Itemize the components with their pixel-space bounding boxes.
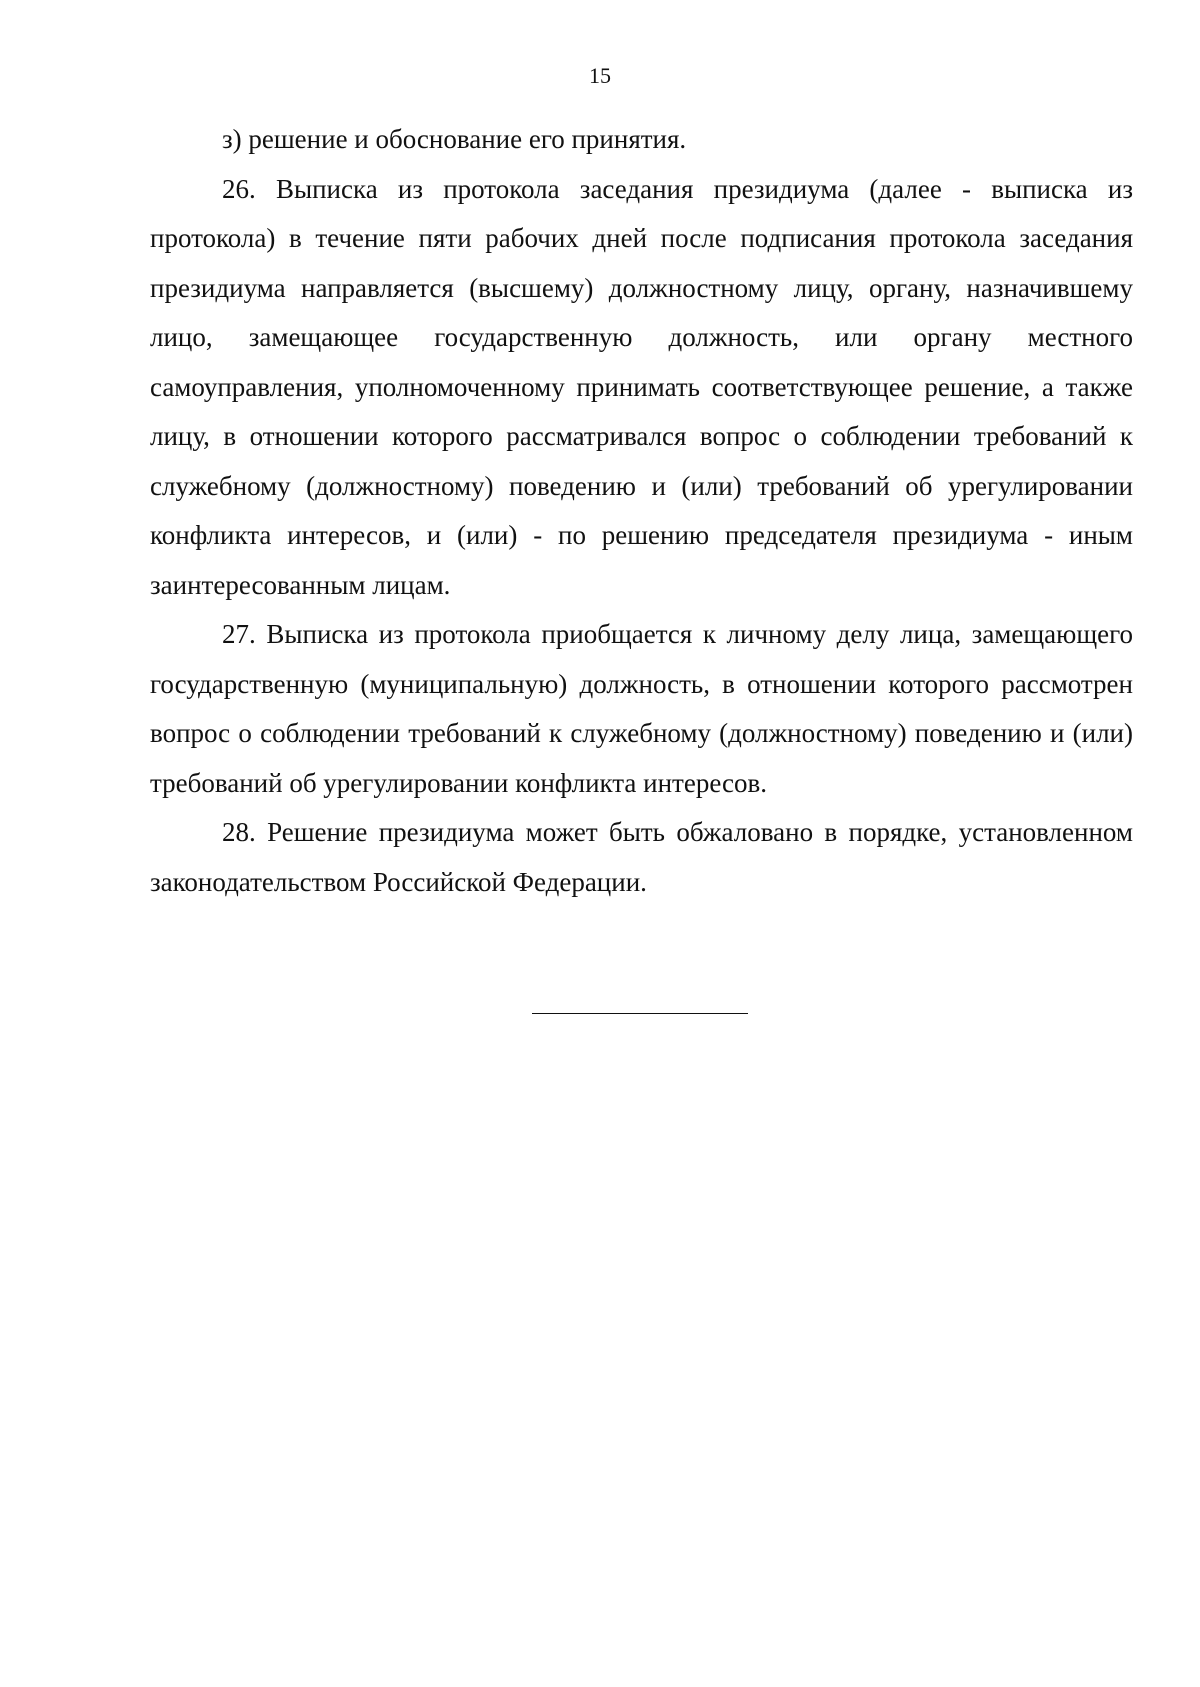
document-body [150, 115, 1133, 907]
paragraph-26: 26. Выписка из протокола заседания президиума (далее - выписка из протокола) в течение пяти рабочих дней после подписания протокола заседания президиума направляется (высшему) должностному лицу, органу, назначившему лицо, замещающее государственную должность, или органу местного самоуправления, уполномоченному принимать соответствующее решение, а также лицу, в отношении которого рассматривался вопрос о соблюдении требований к служебному (должностному) поведению и (или) требований об урегулировании конфликта интересов, и (или) - по решению председателя президиума - иным заинтересованным лицам. [150, 173, 1133, 600]
paragraph-27: 27. Выписка из протокола приобщается к личному делу лица, замещающего государственную (муниципальную) должность, в отношении которого рассмотрен вопрос о соблюдении требований к служебному (должностному) поведению и (или) требований об урегулировании конфликта интересов. [150, 619, 1133, 798]
page-number: 15 [589, 63, 611, 88]
end-separator-line [532, 1013, 748, 1014]
paragraph-28: 28. Решение президиума может быть обжаловано в порядке, установленном законодательством Российской Федерации. [150, 817, 1133, 897]
paragraph-item-z: з) решение и обоснование его принятия. [222, 124, 687, 154]
